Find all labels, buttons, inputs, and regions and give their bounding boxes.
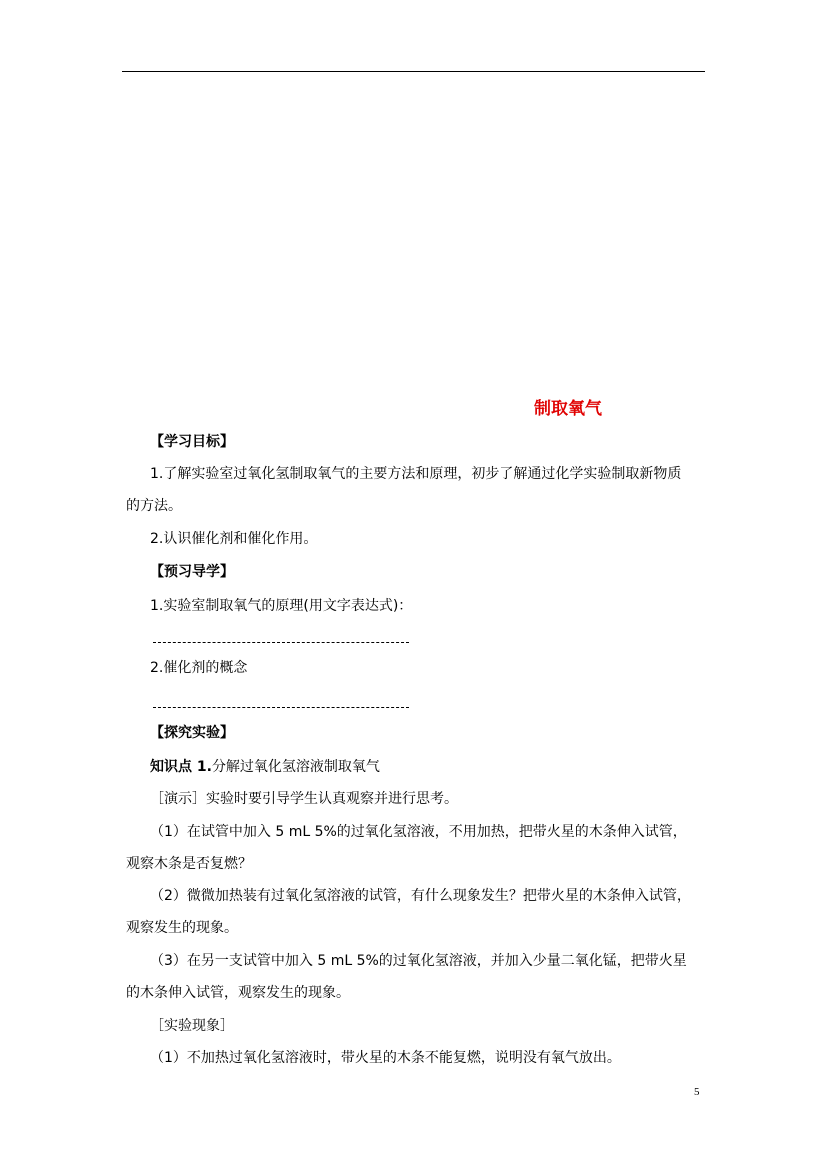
phenomenon-1: （1）不加热过氧化氢溶液时，带火星的木条不能复燃，说明没有氧气放出。	[150, 1050, 621, 1066]
preview-item-1: 1.实验室制取氧气的原理(用文字表达式)：	[150, 598, 413, 614]
step-3-line-1: （3）在另一支试管中加入 5 mL 5%的过氧化氢溶液，并加入少量二氧化锰，把带火星	[150, 953, 687, 969]
preview-item-2: 2.催化剂的概念	[150, 660, 248, 676]
document-title: 制取氧气	[534, 399, 602, 419]
knowledge-point-text: 分解过氧化氢溶液制取氧气	[211, 759, 380, 775]
goal-2: 2.认识催化剂和催化作用。	[150, 531, 318, 547]
demo-note: ［演示］实验时要引导学生认真观察并进行思考。	[150, 791, 458, 807]
knowledge-point-1	[150, 757, 380, 777]
phenomena-heading: ［实验现象］	[150, 1018, 234, 1034]
step-1-line-1: （1）在试管中加入 5 mL 5%的过氧化氢溶液，不用加热，把带火星的木条伸入试管，	[150, 824, 687, 840]
step-2-line-2: 观察发生的现象。	[126, 920, 238, 936]
knowledge-point-label: 知识点 1.	[150, 759, 212, 775]
page-number: 5	[694, 1086, 700, 1098]
goals-heading: 【学习目标】	[150, 434, 234, 450]
explore-heading: 【探究实验】	[150, 725, 234, 741]
step-1-line-2: 观察木条是否复燃？	[126, 856, 252, 872]
answer-blank-2	[153, 707, 409, 708]
goal-1-line-1: 1.了解实验室过氧化氢制取氧气的主要方法和原理，初步了解通过化学实验制取新物质	[150, 466, 682, 482]
preview-heading: 【预习导学】	[150, 564, 234, 580]
step-2-line-1: （2）微微加热装有过氧化氢溶液的试管，有什么现象发生？把带火星的木条伸入试管，	[150, 888, 691, 904]
goal-1-line-2: 的方法。	[126, 498, 182, 514]
header-rule	[122, 71, 705, 72]
step-3-line-2: 的木条伸入试管，观察发生的现象。	[126, 985, 350, 1001]
answer-blank-1	[153, 642, 409, 643]
